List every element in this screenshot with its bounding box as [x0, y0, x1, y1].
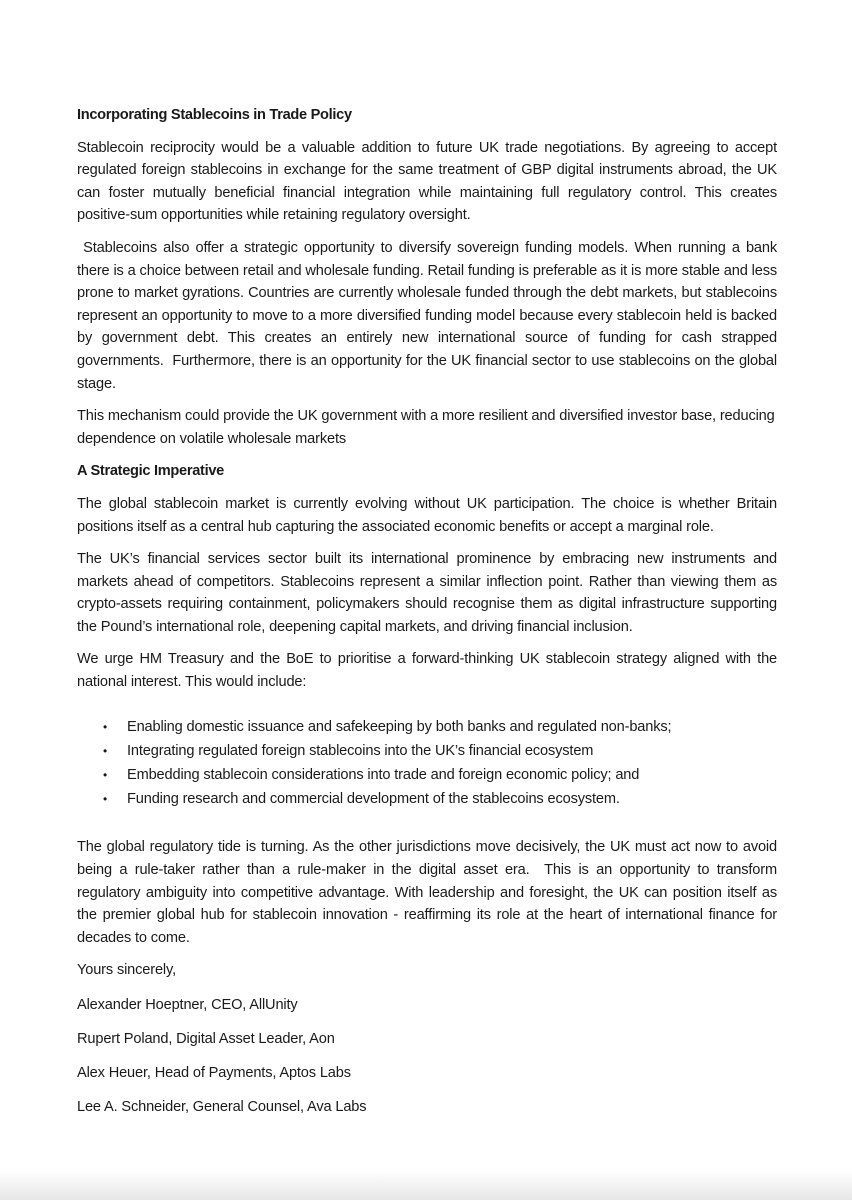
signatory: Lee A. Schneider, General Counsel, Ava Labs — [77, 1098, 367, 1115]
signatory: Alex Heuer, Head of Payments, Aptos Labs — [77, 1064, 351, 1081]
section-heading-strategic-imperative: A Strategic Imperative — [77, 463, 224, 480]
paragraph-reciprocity: Stablecoin reciprocity would be a valuable addition to future UK trade negotiations. By agreeing to accept regulated foreign stablecoins in exchange for the same treatment of GBP digital instruments abroad, the UK can foster mutually beneficial financial integration while maintaining full regulatory control. This creates positive-sum opportunities while retaining regulatory oversight. — [77, 139, 777, 224]
signature-block — [77, 959, 777, 1118]
bullet-icon: • — [103, 719, 108, 734]
list-item-text: Funding research and commercial development of the stablecoins ecosystem. — [127, 791, 620, 808]
paragraph-regulatory-tide: The global regulatory tide is turning. As the other jurisdictions move decisively, the UK must act now to avoid being a rule-taker rather than a rule-maker in the digital asset era. This is an opportunity to transform regulatory ambiguity into competitive advantage. With leadership and foresight, the UK can position itself as the premier global hub for stablecoin innovation - reaffirming its role at the heart of international finance for decades to come. — [77, 839, 781, 946]
list-item-text: Embedding stablecoin considerations into trade and foreign economic policy; and — [127, 767, 640, 784]
bullet-icon: • — [103, 743, 108, 758]
bullet-icon: • — [103, 792, 108, 807]
list-item-text: Enabling domestic issuance and safekeeping by both banks and regulated non-banks; — [127, 718, 672, 735]
signatory: Alexander Hoeptner, CEO, AllUnity — [77, 996, 298, 1013]
page-bottom-shadow — [0, 1170, 852, 1200]
list-item-text: Integrating regulated foreign stablecoins into the UK’s financial ecosystem — [127, 742, 594, 759]
document-body — [77, 104, 781, 1130]
recommendations-list — [77, 715, 777, 812]
paragraph-urge-treasury: We urge HM Treasury and the BoE to prioritise a forward-thinking UK stablecoin strategy aligned with the national interest. This would include: — [77, 651, 777, 691]
bullet-icon: • — [103, 768, 108, 783]
list-item — [77, 787, 777, 811]
list-item — [77, 763, 777, 787]
paragraph-investor-base: This mechanism could provide the UK government with a more resilient and diversified investor base, reducing dependence on volatile wholesale markets — [77, 408, 775, 447]
list-item — [77, 715, 777, 739]
section-heading-trade-policy: Incorporating Stablecoins in Trade Policy — [77, 107, 352, 123]
sign-off-text: Yours sincerely, — [77, 962, 176, 979]
paragraph-sovereign-funding: Stablecoins also offer a strategic opportunity to diversify sovereign funding models. When running a bank there is a choice between retail and wholesale funding. Retail funding is preferable as it is more stable and less prone to market gyrations. Countries are currently wholesale funded through the debt markets, but stablecoins represent an opportunity to move to a more diversified funding model because every stablecoin held is backed by government debt. This creates an entirely new international source of funding for cash strapped governments. Furthermore, there is an opportunity for the UK financial sector to use stablecoins on the global stage. — [77, 239, 781, 392]
paragraph-financial-services: The UK’s financial services sector built its international prominence by embracing new instruments and markets ahead of competitors. Stablecoins represent a similar inflection point. Rather than viewing them as crypto-assets requiring containment, policymakers should recognise them as digital infrastructure supporting the Pound’s international role, deepening capital markets, and driving financial inclusion. — [77, 551, 777, 635]
paragraph-market-evolving: The global stablecoin market is currently evolving without UK participation. The choice is whether Britain positions itself as a central hub capturing the associated economic benefits or accept a marginal role. — [77, 495, 777, 535]
list-item — [77, 739, 777, 763]
signatory: Rupert Poland, Digital Asset Leader, Aon — [77, 1030, 335, 1047]
